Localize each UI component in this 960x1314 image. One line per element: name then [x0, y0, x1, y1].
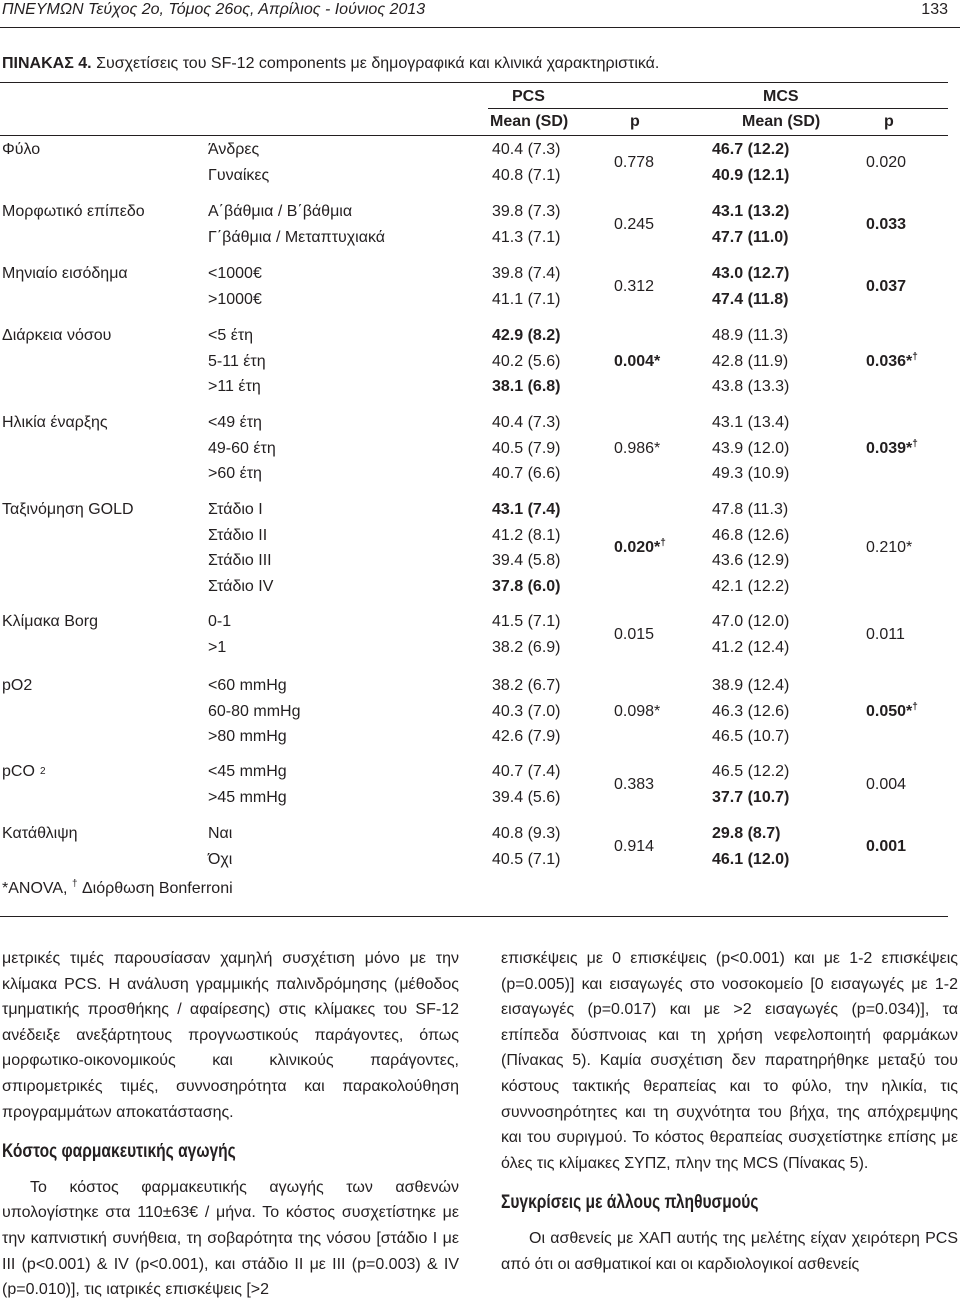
- pcs-mean-sd-cell: 41.2 (8.1): [492, 526, 561, 544]
- mean-sd-mcs-header: Mean (SD): [742, 113, 821, 130]
- mcs-p-value: [866, 625, 905, 645]
- group-label: Κλίμακα Borg: [2, 613, 98, 630]
- page-number: 133: [921, 1, 948, 18]
- pcs-mean-sd-cell: 42.9 (8.2): [492, 327, 561, 344]
- mcs-p-value: [866, 153, 906, 173]
- category-cell: >60 έτη: [208, 465, 262, 482]
- p-value-text: 0.383: [614, 775, 655, 793]
- p-value-text: 0.004*: [614, 352, 661, 370]
- mcs-p-value: [866, 775, 906, 795]
- category-cell: Στάδιο ΙΙΙ: [208, 552, 272, 569]
- pcs-mean-sd-cell: 40.7 (7.4): [492, 763, 561, 780]
- category-cell: >1: [208, 638, 227, 656]
- group-label: Διάρκεια νόσου: [2, 327, 112, 344]
- category-cell: >11 έτη: [208, 378, 261, 395]
- table-footnote: [2, 880, 233, 898]
- pcs-mean-sd-cell: 40.7 (6.6): [492, 465, 561, 482]
- group-label: Φύλο: [2, 141, 41, 158]
- pcs-p-value: [614, 775, 654, 795]
- mcs-p-value: [866, 837, 906, 857]
- mcs-mean-sd-cell: 38.9 (12.4): [712, 677, 790, 694]
- mcs-p-value: [866, 439, 918, 459]
- page-header: [0, 0, 960, 26]
- mcs-mean-sd-cell: 42.1 (12.2): [712, 577, 790, 595]
- p-mcs-header: p: [884, 113, 894, 130]
- group-label: Ταξινόμηση GOLD: [2, 501, 134, 518]
- dagger-mark: †: [912, 351, 918, 363]
- p-value-text: 0.914: [614, 837, 655, 855]
- pcs-mean-sd-cell: 38.2 (6.9): [492, 638, 561, 656]
- p-value-text: 0.039*: [866, 439, 913, 457]
- category-cell: >1000€: [208, 290, 262, 308]
- paragraph: επισκέψεις με 0 επισκέψεις (p<0.001) και με 1-2 επισκέψεις (p=0.005)] και εισαγωγές στο νοσοκομείο [0 εισαγωγές με 1-2 εισαγωγές (p=0.017) και με >2 εισαγωγές (p=0.034)], τα επίπεδα δύσπνοιας και τη χρήση νεφελοποιητή φαρμάκων (Πίνακας 5). Καμία συσχέτιση δεν παρατηρήθηκε μεταξύ του κόστους τακτικής θεραπείας και το φύλο, την ηλικία, τις συννοσηρότητες και τη συχνότητα του βήχα, της απόχρεμψης και του συριγμού. Το κόστος θεραπείας συσχετίστηκε επίσης με όλες τις κλίμακες ΣΥΠΖ, πλην της MCS (Πίνακας 5).: [501, 950, 958, 1172]
- category-cell: 5-11 έτη: [208, 352, 266, 370]
- pcs-p-value: [614, 277, 654, 297]
- paragraph: μετρικές τιμές παρουσίασαν χαμηλή συσχέτιση μόνο με την κλίμακα PCS. Η ανάλυση γραμμικής παλινδρόμησης (μέθοδος τμηματικής προσθήκης / αφαίρεσης) στις κλίμακες του SF-12 ανέδειξε ανεξάρτητους προγνωστικούς παράγοντες, όπως μορφωτικο-οικονομικούς και κλινικούς παράγοντες, σπιρομετρικές τιμές, συννοσηρότητα και παρακολούθηση προγραμμάτων αποκατάστασης.: [2, 950, 459, 1121]
- category-cell: Άνδρες: [208, 141, 260, 158]
- mcs-mean-sd-cell: 43.0 (12.7): [712, 265, 790, 282]
- mcs-p-value: [866, 215, 906, 235]
- mcs-mean-sd-cell: 47.7 (11.0): [712, 228, 789, 246]
- p-value-text: 0.004: [866, 775, 907, 793]
- dagger-mark: †: [912, 701, 918, 713]
- category-cell: 60-80 mmHg: [208, 702, 301, 720]
- footnote-dagger: †: [71, 878, 78, 890]
- group-label: Μορφωτικό επίπεδο: [2, 203, 145, 220]
- p-value-text: 0.210*: [866, 539, 913, 557]
- mcs-mean-sd-cell: 47.8 (11.3): [712, 501, 789, 518]
- p-value-text: 0.011: [866, 625, 905, 643]
- table-caption: [2, 55, 659, 73]
- pcs-p-value: [614, 538, 666, 558]
- header-rule: [0, 27, 960, 28]
- category-cell: <1000€: [208, 265, 262, 282]
- p-value-text: 0.037: [866, 277, 907, 295]
- group-label: pO2: [2, 677, 33, 694]
- group-label: Ηλικία έναρξης: [2, 414, 108, 431]
- mcs-mean-sd-cell: 46.3 (12.6): [712, 702, 790, 720]
- category-cell: Γ΄βάθμια / Μεταπτυχιακά: [208, 228, 386, 246]
- paragraph: Οι ασθενείς με ΧΑΠ αυτής της μελέτης είχαν χειρότερη PCS από ότι οι ασθματικοί και οι καρδιολογικοί ασθενείς: [501, 1229, 958, 1273]
- header-bottom-rule: [0, 135, 948, 136]
- category-cell: Όχι: [208, 850, 233, 868]
- pcs-mean-sd-cell: 43.1 (7.4): [492, 501, 561, 518]
- paragraph: Το κόστος φαρμακευτικής αγωγής των ασθενών υπολογίστηκε στα 110±63€ / μήνα. Το κόστος συσχετίστηκε με την καπνιστική συνήθεια, τη σοβαρότητα της νόσου [στάδιο Ι με ΙΙΙ (p<0.001) & IV (p<0.001), και στάδιο ΙΙ με ΙΙΙ (p=0.003) & IV (p=0.010)], τις ιατρικές επισκέψεις [>2: [2, 1178, 459, 1299]
- mcs-mean-sd-cell: 46.7 (12.2): [712, 141, 790, 158]
- mcs-mean-sd-cell: 46.1 (12.0): [712, 850, 790, 868]
- mcs-p-value: [866, 538, 912, 558]
- category-cell: <60 mmHg: [208, 677, 287, 694]
- table-bottom-rule: [0, 916, 948, 917]
- p-value-text: 0.986*: [614, 439, 661, 457]
- group-label: pCO: [2, 763, 35, 780]
- category-cell: Ναι: [208, 825, 233, 842]
- mcs-mean-sd-cell: 47.0 (12.0): [712, 613, 790, 630]
- pcs-p-value: [614, 439, 660, 459]
- table-caption-text: Συσχετίσεις του SF-12 components με δημογραφικά και κλινικά χαρακτηριστικά.: [96, 55, 660, 72]
- mcs-mean-sd-cell: 42.8 (11.9): [712, 352, 789, 370]
- mcs-p-value: [866, 352, 918, 372]
- category-cell: Α΄βάθμια / Β΄βάθμια: [208, 203, 353, 220]
- p-value-text: 0.001: [866, 837, 907, 855]
- pcs-mean-sd-cell: 38.2 (6.7): [492, 677, 561, 694]
- section-heading: Κόστος φαρμακευτικής αγωγής: [2, 1141, 236, 1163]
- pcs-mean-sd-cell: 41.5 (7.1): [492, 613, 561, 630]
- mcs-p-value: [866, 702, 918, 722]
- mcs-mean-sd-cell: 46.5 (10.7): [712, 728, 790, 745]
- p-value-text: 0.245: [614, 215, 655, 233]
- pcs-mean-sd-cell: 40.8 (7.1): [492, 166, 561, 184]
- category-cell: <49 έτη: [208, 414, 262, 431]
- dagger-mark: †: [912, 438, 918, 450]
- pcs-mean-sd-cell: 37.8 (6.0): [492, 577, 561, 595]
- footnote-text: Διόρθωση Bonferroni: [81, 880, 233, 897]
- mcs-header: MCS: [763, 88, 799, 105]
- p-pcs-header: p: [630, 113, 640, 130]
- category-cell: Γυναίκες: [208, 166, 270, 184]
- mean-sd-pcs-header: Mean (SD): [490, 113, 569, 130]
- pcs-mean-sd-cell: 39.8 (7.4): [492, 265, 561, 282]
- mcs-mean-sd-cell: 48.9 (11.3): [712, 327, 789, 344]
- category-cell: 49-60 έτη: [208, 439, 276, 457]
- mcs-mean-sd-cell: 43.1 (13.4): [712, 414, 790, 431]
- pcs-mean-sd-cell: 39.8 (7.3): [492, 203, 561, 220]
- mcs-mean-sd-cell: 29.8 (8.7): [712, 825, 781, 842]
- p-value-text: 0.020: [866, 153, 907, 171]
- subheader-rule: [488, 108, 948, 109]
- pcs-p-value: [614, 352, 660, 372]
- pcs-header: PCS: [512, 88, 545, 105]
- pcs-p-value: [614, 702, 660, 722]
- mcs-mean-sd-cell: 43.9 (12.0): [712, 439, 790, 457]
- mcs-mean-sd-cell: 43.1 (13.2): [712, 203, 790, 220]
- section-heading: Συγκρίσεις με άλλους πληθυσμούς: [501, 1192, 759, 1214]
- pcs-mean-sd-cell: 40.2 (5.6): [492, 352, 561, 370]
- pcs-mean-sd-cell: 41.3 (7.1): [492, 228, 561, 246]
- category-cell: <45 mmHg: [208, 763, 287, 780]
- pcs-p-value: [614, 153, 654, 173]
- mcs-mean-sd-cell: 40.9 (12.1): [712, 166, 790, 184]
- category-cell: >80 mmHg: [208, 728, 287, 745]
- pcs-mean-sd-cell: 40.4 (7.3): [492, 414, 561, 431]
- p-value-text: 0.050*: [866, 702, 913, 720]
- pcs-mean-sd-cell: 42.6 (7.9): [492, 728, 561, 745]
- mcs-mean-sd-cell: 46.5 (12.2): [712, 763, 790, 780]
- pcs-p-value: [614, 215, 654, 235]
- journal-title: ΠΝΕΥΜΩΝ Τεύχος 2ο, Τόμος 26ος, Απρίλιος - Ιούνιος 2013: [2, 1, 426, 18]
- mcs-mean-sd-cell: 41.2 (12.4): [712, 638, 790, 656]
- pcs-mean-sd-cell: 39.4 (5.8): [492, 552, 561, 569]
- pcs-mean-sd-cell: 40.3 (7.0): [492, 702, 561, 720]
- category-cell: Στάδιο ΙΙ: [208, 526, 268, 544]
- p-value-text: 0.778: [614, 153, 655, 171]
- category-cell: Στάδιο Ι: [208, 501, 263, 518]
- pcs-mean-sd-cell: 40.5 (7.9): [492, 439, 561, 457]
- pcs-mean-sd-cell: 40.4 (7.3): [492, 141, 561, 158]
- p-value-text: 0.036*: [866, 352, 913, 370]
- pcs-mean-sd-cell: 39.4 (5.6): [492, 788, 561, 806]
- pcs-mean-sd-cell: 40.8 (9.3): [492, 825, 561, 842]
- p-value-text: 0.020*: [614, 539, 661, 557]
- p-value-text: 0.312: [614, 277, 655, 295]
- p-value-text: 0.098*: [614, 702, 661, 720]
- table-caption-label: ΠΙΝΑΚΑΣ 4.: [2, 55, 92, 72]
- group-label: Κατάθλιψη: [2, 825, 78, 842]
- mcs-mean-sd-cell: 43.6 (12.9): [712, 552, 790, 569]
- pcs-p-value: [614, 837, 654, 857]
- p-value-text: 0.033: [866, 215, 907, 233]
- pcs-mean-sd-cell: 38.1 (6.8): [492, 378, 561, 395]
- category-cell: >45 mmHg: [208, 788, 287, 806]
- mcs-mean-sd-cell: 46.8 (12.6): [712, 526, 790, 544]
- dagger-mark: †: [660, 537, 666, 549]
- mcs-mean-sd-cell: 49.3 (10.9): [712, 465, 790, 482]
- category-cell: <5 έτη: [208, 327, 254, 344]
- mcs-mean-sd-cell: 37.7 (10.7): [712, 788, 790, 806]
- category-cell: 0-1: [208, 613, 232, 630]
- footnote-anova: *ANOVA,: [2, 880, 68, 897]
- text-column-left: [2, 946, 459, 1303]
- mcs-mean-sd-cell: 47.4 (11.8): [712, 290, 789, 308]
- table-top-rule: [0, 82, 948, 83]
- pcs-mean-sd-cell: 41.1 (7.1): [492, 290, 561, 308]
- p-value-text: 0.015: [614, 625, 655, 643]
- mcs-p-value: [866, 277, 906, 297]
- pcs-p-value: [614, 625, 654, 645]
- mcs-mean-sd-cell: 43.8 (13.3): [712, 378, 790, 395]
- text-column-right: [501, 946, 958, 1277]
- pcs-mean-sd-cell: 40.5 (7.1): [492, 850, 561, 868]
- group-label: Μηνιαίο εισόδημα: [2, 265, 128, 282]
- category-cell: Στάδιο IV: [208, 577, 274, 595]
